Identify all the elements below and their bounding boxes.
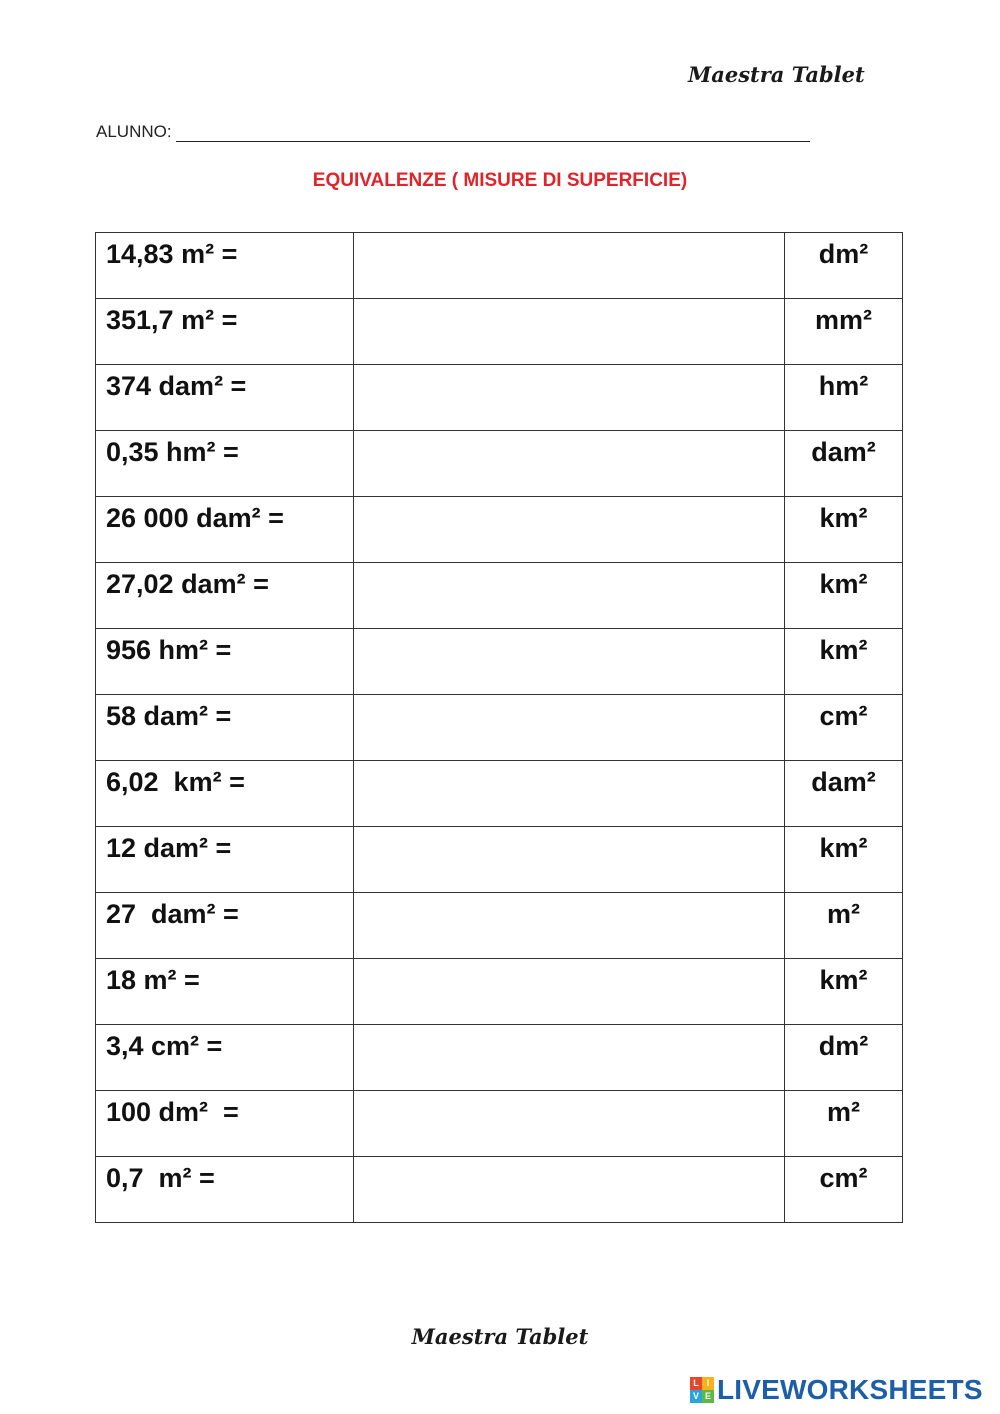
brand-header: Maestra Tablet	[688, 62, 865, 87]
answer-field[interactable]	[354, 299, 785, 365]
target-unit: cm²	[819, 701, 868, 731]
student-name-field[interactable]	[176, 123, 810, 142]
answer-field[interactable]	[354, 629, 785, 695]
question-cell	[96, 893, 354, 959]
student-label: ALUNNO:	[96, 122, 172, 141]
question-text: 27,02 dam² =	[106, 569, 269, 599]
exercise-row	[96, 1157, 903, 1223]
target-unit: dam²	[811, 437, 876, 467]
exercise-row	[96, 1091, 903, 1157]
target-unit: km²	[819, 503, 868, 533]
target-unit: km²	[819, 965, 868, 995]
answer-field[interactable]	[354, 497, 785, 563]
question-cell	[96, 497, 354, 563]
question-text: 18 m² =	[106, 965, 200, 995]
unit-cell	[785, 497, 903, 563]
question-cell	[96, 959, 354, 1025]
question-cell	[96, 1091, 354, 1157]
unit-cell	[785, 365, 903, 431]
exercise-row	[96, 827, 903, 893]
exercise-row	[96, 299, 903, 365]
question-cell	[96, 299, 354, 365]
question-cell	[96, 233, 354, 299]
exercise-row	[96, 695, 903, 761]
question-cell	[96, 827, 354, 893]
answer-field[interactable]	[354, 1025, 785, 1091]
question-cell	[96, 695, 354, 761]
target-unit: mm²	[814, 305, 872, 335]
unit-cell	[785, 431, 903, 497]
question-text: 14,83 m² =	[106, 239, 238, 269]
question-cell	[96, 365, 354, 431]
exercise-row	[96, 761, 903, 827]
question-text: 956 hm² =	[106, 635, 232, 665]
target-unit: m²	[827, 1097, 860, 1127]
answer-field[interactable]	[354, 1091, 785, 1157]
exercise-row	[96, 629, 903, 695]
unit-cell	[785, 761, 903, 827]
exercise-row	[96, 365, 903, 431]
answer-field[interactable]	[354, 695, 785, 761]
question-text: 6,02 km² =	[106, 767, 245, 797]
unit-cell	[785, 563, 903, 629]
exercise-table	[95, 232, 903, 1223]
unit-cell	[785, 959, 903, 1025]
answer-field[interactable]	[354, 563, 785, 629]
answer-field[interactable]	[354, 827, 785, 893]
unit-cell	[785, 893, 903, 959]
question-text: 100 dm² =	[106, 1097, 239, 1127]
logo-tile-i: I	[702, 1377, 714, 1390]
unit-cell	[785, 695, 903, 761]
liveworksheets-icon	[690, 1377, 714, 1403]
target-unit: hm²	[818, 371, 869, 401]
question-cell	[96, 431, 354, 497]
exercise-row	[96, 233, 903, 299]
answer-field[interactable]	[354, 233, 785, 299]
exercise-row	[96, 893, 903, 959]
target-unit: km²	[819, 569, 868, 599]
question-cell	[96, 563, 354, 629]
unit-cell	[785, 1025, 903, 1091]
unit-cell	[785, 827, 903, 893]
question-text: 26 000 dam² =	[106, 503, 284, 533]
liveworksheets-logo	[690, 1374, 983, 1406]
exercise-row	[96, 1025, 903, 1091]
unit-cell	[785, 299, 903, 365]
exercise-row	[96, 431, 903, 497]
target-unit: dm²	[818, 1031, 869, 1061]
question-text: 58 dam² =	[106, 701, 232, 731]
target-unit: cm²	[819, 1163, 868, 1193]
question-text: 374 dam² =	[106, 371, 247, 401]
logo-tile-v: V	[690, 1390, 702, 1403]
question-text: 3,4 cm² =	[106, 1031, 223, 1061]
question-cell	[96, 761, 354, 827]
question-text: 12 dam² =	[106, 833, 232, 863]
exercise-row	[96, 497, 903, 563]
target-unit: dam²	[811, 767, 876, 797]
target-unit: km²	[819, 635, 868, 665]
answer-field[interactable]	[354, 893, 785, 959]
question-text: 351,7 m² =	[106, 305, 238, 335]
student-name-row	[96, 122, 810, 142]
brand-footer: Maestra Tablet	[411, 1324, 589, 1349]
answer-field[interactable]	[354, 761, 785, 827]
logo-tile-e: E	[702, 1390, 714, 1403]
target-unit: m²	[827, 899, 860, 929]
target-unit: dm²	[818, 239, 869, 269]
exercise-row	[96, 959, 903, 1025]
answer-field[interactable]	[354, 1157, 785, 1223]
unit-cell	[785, 1091, 903, 1157]
question-cell	[96, 1025, 354, 1091]
question-cell	[96, 629, 354, 695]
answer-field[interactable]	[354, 365, 785, 431]
logo-tile-l: L	[690, 1377, 702, 1390]
unit-cell	[785, 1157, 903, 1223]
question-text: 27 dam² =	[106, 899, 239, 929]
exercise-row	[96, 563, 903, 629]
unit-cell	[785, 629, 903, 695]
answer-field[interactable]	[354, 959, 785, 1025]
target-unit: km²	[819, 833, 868, 863]
answer-field[interactable]	[354, 431, 785, 497]
worksheet-title: EQUIVALENZE ( MISURE DI SUPERFICIE)	[312, 170, 688, 191]
question-text: 0,7 m² =	[106, 1163, 215, 1193]
unit-cell	[785, 233, 903, 299]
liveworksheets-wordmark: LIVEWORKSHEETS	[717, 1374, 983, 1405]
question-cell	[96, 1157, 354, 1223]
question-text: 0,35 hm² =	[106, 437, 239, 467]
